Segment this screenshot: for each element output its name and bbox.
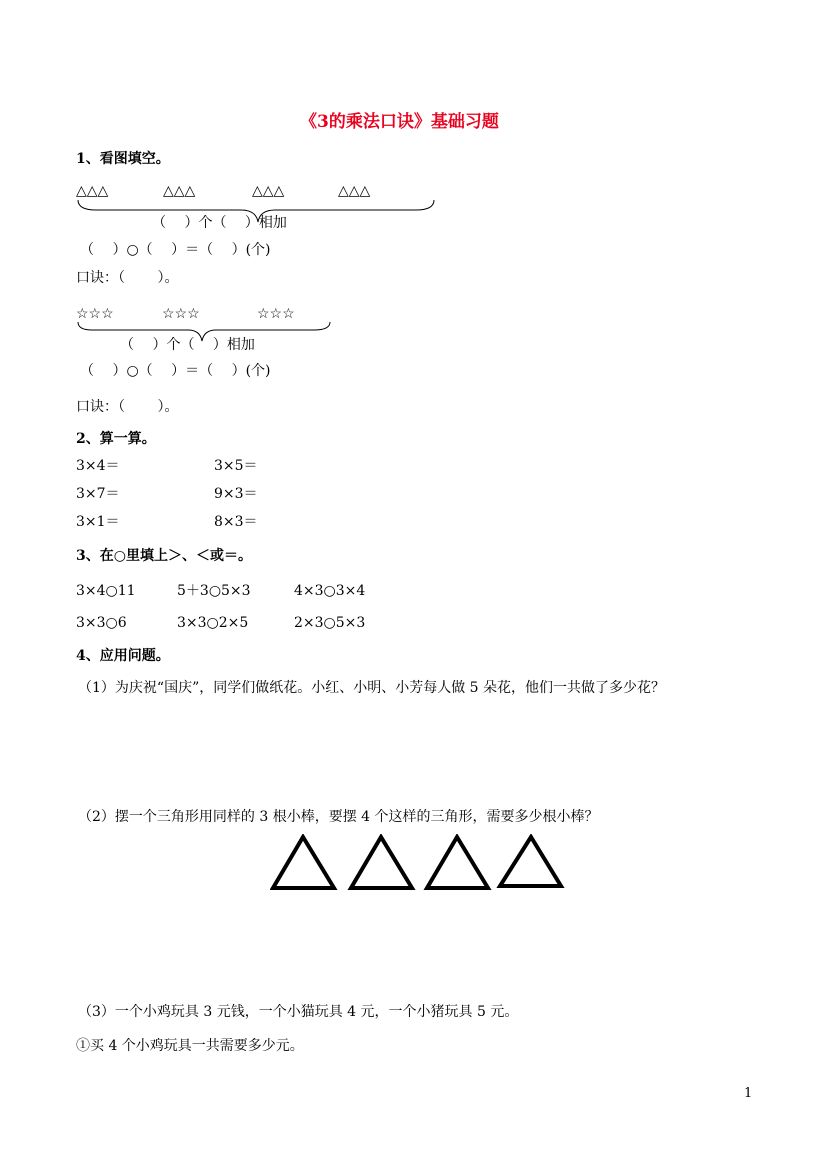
rhyme-2: 口诀：（ ）。 [76, 399, 179, 415]
triangle-icon [351, 837, 412, 888]
triangle-group-1: △△△ [76, 183, 109, 199]
compare-item: 3×3○2×5 [177, 615, 249, 631]
equation-2: （ ）○（ ）＝（ ）(个) [80, 363, 271, 379]
compare-item: 3×4○11 [76, 583, 136, 599]
calc-item: 9×3＝ [214, 486, 258, 502]
triangle-icon [273, 837, 334, 888]
section-1-heading: 1、看图填空。 [76, 151, 170, 167]
question-2: （2）摆一个三角形用同样的 3 根小棒，要摆 4 个这样的三角形，需要多少根小棒？ [78, 809, 599, 825]
compare-item: 2×3○5×3 [294, 615, 366, 631]
star-group-2: ☆☆☆ [162, 306, 200, 322]
equation-1: （ ）○（ ）＝（ ）(个) [80, 242, 271, 258]
calc-item: 3×5＝ [214, 458, 258, 474]
star-group-1: ☆☆☆ [76, 306, 114, 322]
triangle-group-2: △△△ [163, 183, 196, 199]
compare-item: 4×3○3×4 [294, 583, 366, 599]
brace-caption-1: （ ）个（ ）相加 [152, 215, 287, 231]
brace-caption-2: （ ）个（ ）相加 [120, 337, 255, 353]
calc-item: 3×1＝ [76, 514, 120, 530]
question-3-part-1: ①买 4 个小鸡玩具一共需要多少元。 [76, 1038, 304, 1054]
triangles-figure [270, 834, 566, 892]
triangle-icon [500, 837, 561, 886]
compare-item: 5＋3○5×3 [177, 583, 251, 599]
calc-item: 8×3＝ [214, 514, 258, 530]
calc-item: 3×7＝ [76, 486, 120, 502]
question-3: （3）一个小鸡玩具 3 元钱，一个小猫玩具 4 元，一个小猪玩具 5 元。 [78, 1004, 519, 1020]
triangle-group-4: △△△ [338, 183, 371, 199]
calc-item: 3×4＝ [76, 458, 120, 474]
rhyme-1: 口诀：（ ）。 [76, 270, 179, 286]
section-2-heading: 2、算一算。 [76, 431, 156, 447]
section-4-heading: 4、应用问题。 [76, 648, 170, 664]
triangle-group-3: △△△ [252, 183, 285, 199]
triangle-icon [427, 837, 488, 888]
page-title: 《3的乘法口诀》基础习题 [300, 112, 499, 132]
star-group-3: ☆☆☆ [257, 306, 295, 322]
section-3-heading: 3、在○里填上＞、＜或＝。 [76, 548, 252, 564]
question-1: （1）为庆祝“国庆”，同学们做纸花。小红、小明、小芳每人做 5 朵花，他们一共做了多少花？ [78, 680, 666, 696]
compare-item: 3×3○6 [76, 615, 127, 631]
page-number: 1 [744, 1086, 753, 1101]
